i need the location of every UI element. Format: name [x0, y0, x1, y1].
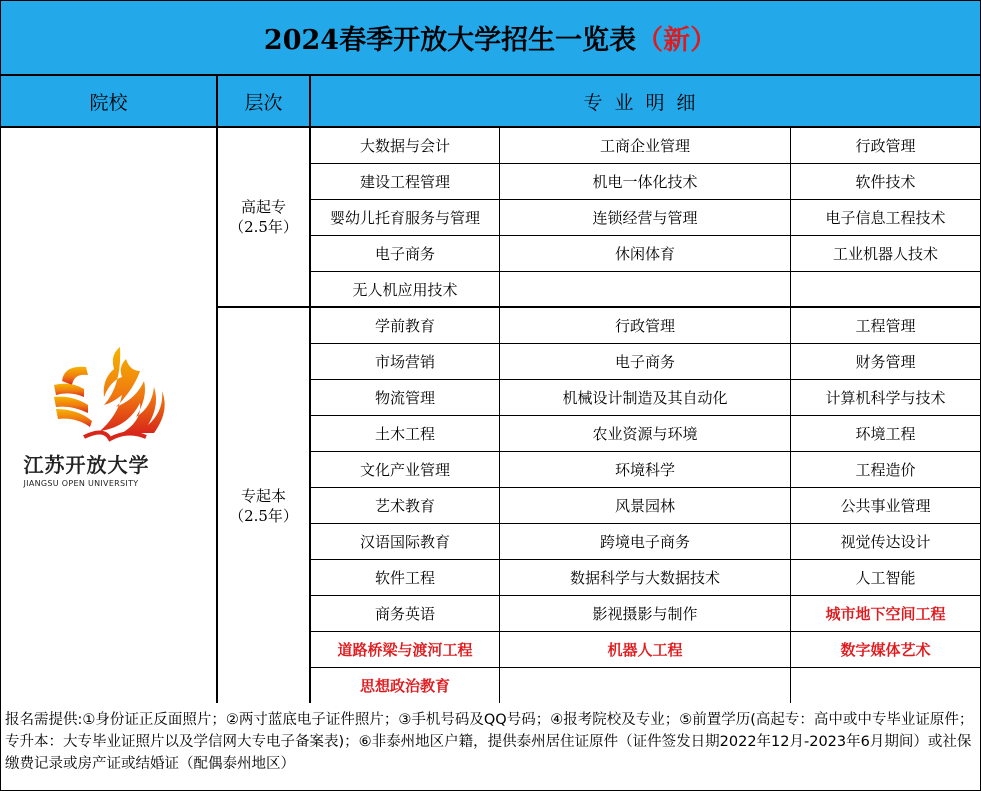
major-cell: 视觉传达设计	[840, 533, 931, 551]
title-text: 2024春季开放大学招生一览表	[263, 25, 637, 56]
major-cell: 行政管理	[500, 308, 791, 343]
school-logo	[24, 341, 194, 488]
major-cell: 公共事业管理	[840, 497, 931, 515]
major-cell: 跨境电子商务	[500, 524, 791, 559]
major-cell: 建设工程管理	[311, 164, 500, 199]
table-header	[1, 76, 980, 128]
table-row	[311, 308, 980, 344]
major-cell: 风景园林	[500, 488, 791, 523]
major-cell: 物流管理	[311, 380, 500, 415]
major-cell: 电子商务	[311, 236, 500, 271]
table-row	[311, 560, 980, 596]
major-cell: 城市地下空间工程	[825, 605, 946, 623]
major-cell	[500, 272, 791, 307]
major-cell: 商务英语	[311, 596, 500, 631]
major-cell: 机电一体化技术	[500, 164, 791, 199]
table-row	[311, 344, 980, 380]
major-cell: 环境科学	[500, 452, 791, 487]
major-cell: 软件技术	[855, 173, 916, 191]
major-cell: 数据科学与大数据技术	[500, 560, 791, 595]
major-cell: 软件工程	[311, 560, 500, 595]
major-cell: 大数据与会计	[311, 128, 500, 163]
level-name: 专起本	[240, 486, 286, 505]
major-cell: 影视摄影与制作	[500, 596, 791, 631]
table-row	[311, 416, 980, 452]
major-cell: 学前教育	[311, 308, 500, 343]
level-zhuanqiben	[218, 308, 309, 703]
major-cell: 农业资源与环境	[500, 416, 791, 451]
major-cell: 数字媒体艺术	[840, 641, 931, 659]
major-cell: 汉语国际教育	[311, 524, 500, 559]
major-cell: 行政管理	[855, 137, 916, 155]
major-cell: 工程造价	[855, 461, 916, 479]
major-cell: 电子信息工程技术	[825, 209, 946, 227]
school-cell	[1, 128, 216, 701]
major-cell: 电子商务	[500, 344, 791, 379]
table-row	[311, 668, 980, 703]
level-duration: （2.5年）	[229, 218, 298, 236]
school-name-en: JIANGSU OPEN UNIVERSITY	[23, 479, 139, 488]
level-gaoqizhuan	[218, 128, 309, 306]
major-cell: 财务管理	[855, 353, 916, 371]
table-row	[311, 632, 980, 668]
table-title	[1, 1, 980, 76]
table-row	[311, 596, 980, 632]
table-row	[311, 488, 980, 524]
major-cell: 计算机科学与技术	[825, 389, 946, 407]
major-cell: 人工智能	[855, 569, 916, 587]
major-cell: 机械设计制造及其自动化	[500, 380, 791, 415]
major-cell: 休闲体育	[500, 236, 791, 271]
major-cell: 环境工程	[855, 425, 916, 443]
major-cell: 思想政治教育	[311, 668, 500, 703]
table-row	[311, 200, 980, 236]
major-cell: 工业机器人技术	[832, 245, 938, 263]
table-row	[311, 164, 980, 200]
major-cell: 工商企业管理	[500, 128, 791, 163]
major-cell: 无人机应用技术	[311, 272, 500, 307]
table-row	[311, 452, 980, 488]
major-cell: 道路桥梁与渡河工程	[311, 632, 500, 667]
school-emblem-icon	[44, 341, 174, 445]
table-row	[311, 380, 980, 416]
major-cell: 连锁经营与管理	[500, 200, 791, 235]
table-row	[311, 128, 980, 164]
table-row	[311, 524, 980, 560]
header-major: 专业明细	[583, 91, 708, 114]
major-cell: 土木工程	[311, 416, 500, 451]
table-row	[311, 236, 980, 272]
level-name: 高起专	[240, 198, 286, 216]
school-name-cn: 江苏开放大学	[23, 453, 150, 477]
major-cell: 文化产业管理	[311, 452, 500, 487]
header-level: 层次	[244, 91, 283, 114]
table-row	[311, 272, 980, 307]
major-cell: 机器人工程	[500, 632, 791, 667]
major-cell: 市场营销	[311, 344, 500, 379]
title-new-tag: （新）	[636, 25, 718, 56]
major-cell	[500, 668, 791, 703]
application-note: 报名需提供:①身份证正反面照片；②两寸蓝底电子证件照片；③手机号码及QQ号码；④报考院校及专业；⑤前置学历(高起专：高中或中专毕业证原件；专升本：大专毕业证照片以及学信网大专电子备案表)；⑥非泰州地区户籍，提供泰州居住证原件（证件签发日期2022年12月-2023年6月期间）或社保缴费记录或房产证或结婚证（配偶泰州地区）	[5, 712, 974, 772]
major-cell: 婴幼儿托育服务与管理	[311, 200, 500, 235]
major-cell	[791, 272, 980, 307]
major-cell: 艺术教育	[311, 488, 500, 523]
major-cell: 工程管理	[855, 317, 916, 335]
level-duration: （2.5年）	[229, 506, 298, 525]
major-cell	[791, 668, 980, 703]
header-school: 院校	[89, 91, 128, 114]
